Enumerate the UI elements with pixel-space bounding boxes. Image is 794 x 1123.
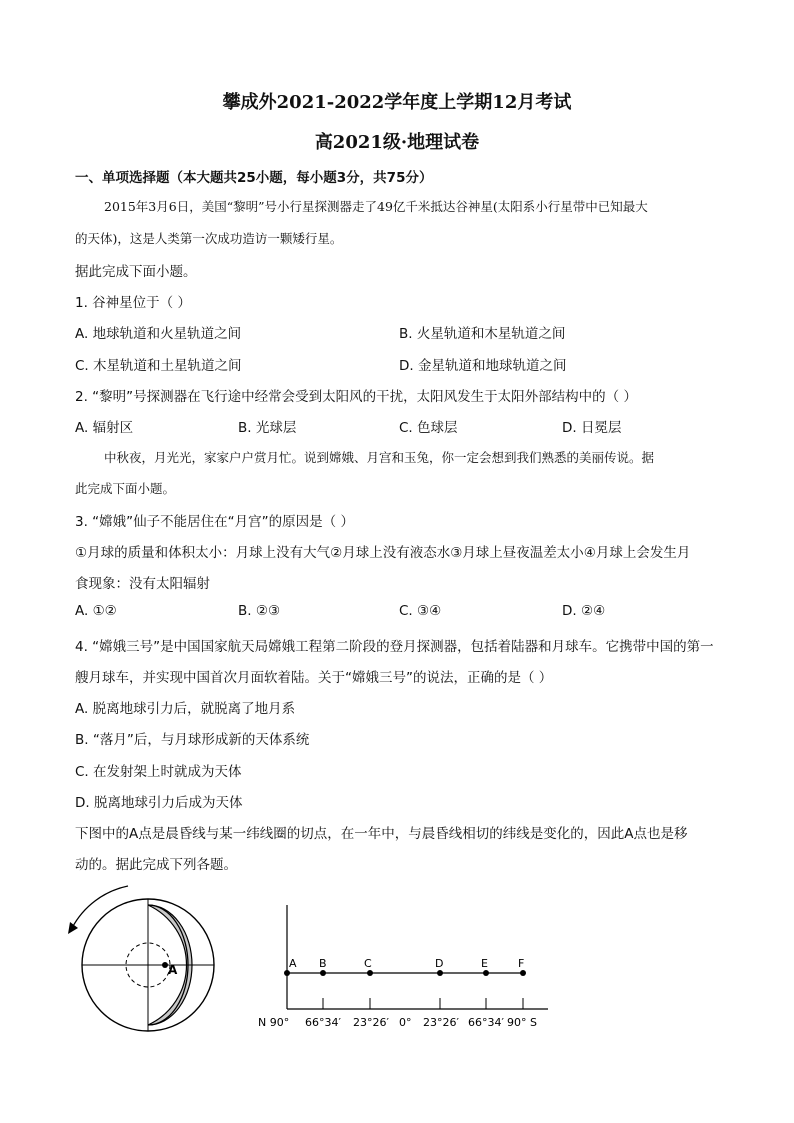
tick-marks xyxy=(323,998,523,1009)
passage2-line2: 此完成下面小题。 xyxy=(75,481,176,496)
q3-option-c: C. ③④ xyxy=(399,603,442,619)
q3-statements-line1: ①月球的质量和体积太小：月球上没有大气②月球上没有液态水③月球上昼夜温差太小④月球上会发生月 xyxy=(75,545,691,561)
point-e xyxy=(483,970,489,976)
point-f xyxy=(520,970,526,976)
q3-statements-line2: 食现象：没有太阳辐射 xyxy=(75,576,210,592)
axis-label-66n: 66°34′ xyxy=(305,1016,341,1029)
q2-option-c: C. 色球层 xyxy=(399,420,458,436)
globe-figure xyxy=(66,880,226,1040)
passage2-line1: 中秋夜，月光光，家家户户赏月忙。说到嫦娥、月宫和玉兔，你一定会想到我们熟悉的美丽传说。据 xyxy=(104,450,655,465)
label-a: A xyxy=(289,957,297,970)
q4-option-b: B. “落月”后，与月球形成新的天体系统 xyxy=(75,732,310,748)
q3-option-d: D. ②④ xyxy=(562,603,606,619)
q1-stem: 1. 谷神星位于（ ） xyxy=(75,295,191,311)
q3-option-b: B. ②③ xyxy=(238,603,281,619)
latitude-figure xyxy=(250,895,560,1035)
point-a-label: A xyxy=(168,963,178,977)
label-f: F xyxy=(518,957,525,970)
point-c xyxy=(367,970,373,976)
q1-option-c: C. 木星轨道和土星轨道之间 xyxy=(75,358,242,374)
passage1-line1: 2015年3月6日，美国“黎明”号小行星探测器走了49亿千米抵达谷神星(太阳系小行星带中已知最大 xyxy=(104,199,648,214)
passage3-line1: 下图中的A点是晨昏线与某一纬线圈的切点，在一年中，与晨昏线相切的纬线是变化的，因此A点也是移 xyxy=(75,826,688,842)
passage1-line2: 的天体)，这是人类第一次成功造访一颗矮行星。 xyxy=(75,231,343,246)
q4-option-d: D. 脱离地球引力后成为天体 xyxy=(75,795,243,811)
q4-option-c: C. 在发射架上时就成为天体 xyxy=(75,764,242,780)
q2-stem: 2. “黎明”号探测器在飞行途中经常会受到太阳风的干扰，太阳风发生于太阳外部结构中的（ ） xyxy=(75,389,637,405)
q2-option-b: B. 光球层 xyxy=(238,420,297,436)
axis-label-0: 0° xyxy=(399,1016,412,1029)
axis-label-23s: 23°26′ xyxy=(423,1016,459,1029)
point-b xyxy=(320,970,326,976)
exam-title: 攀成外2021-2022学年度上学期12月考试 xyxy=(222,92,572,113)
point-d xyxy=(437,970,443,976)
section-heading: 一、单项选择题（本大题共25小题，每小题3分，共75分） xyxy=(75,170,433,186)
q4-option-a: A. 脱离地球引力后，就脱离了地月系 xyxy=(75,701,296,717)
label-c: C xyxy=(364,957,372,970)
q1-option-a: A. 地球轨道和火星轨道之间 xyxy=(75,326,242,342)
q2-option-a: A. 辐射区 xyxy=(75,420,134,436)
q2-option-d: D. 日冕层 xyxy=(562,420,622,436)
q3-option-a: A. ①② xyxy=(75,603,117,619)
exam-subtitle: 高2021级·地理试卷 xyxy=(314,132,480,153)
axis-label-n90: N 90° xyxy=(258,1016,290,1029)
label-e: E xyxy=(481,957,488,970)
q4-stem-line1: 4. “嫦娥三号”是中国国家航天局嫦娥工程第二阶段的登月探测器，包括着陆器和月球车。它携带中国的第一 xyxy=(75,639,714,655)
axis-label-66s: 66°34′ xyxy=(468,1016,504,1029)
axis-label-23n: 23°26′ xyxy=(353,1016,389,1029)
q4-stem-line2: 艘月球车，并实现中国首次月面软着陆。关于“嫦娥三号”的说法，正确的是（ ） xyxy=(75,670,553,686)
q1-option-d: D. 金星轨道和地球轨道之间 xyxy=(399,358,567,374)
axis-label-s90: 90° S xyxy=(507,1016,537,1029)
label-b: B xyxy=(319,957,327,970)
arrow-head xyxy=(68,922,78,934)
q1-option-b: B. 火星轨道和木星轨道之间 xyxy=(399,326,566,342)
label-d: D xyxy=(435,957,444,970)
passage1-instruction: 据此完成下面小题。 xyxy=(75,264,197,280)
point-a xyxy=(284,970,290,976)
q3-stem: 3. “嫦娥”仙子不能居住在“月宫”的原因是（ ） xyxy=(75,514,354,530)
rotation-arrow xyxy=(72,886,128,928)
passage3-line2: 动的。据此完成下列各题。 xyxy=(75,857,237,873)
